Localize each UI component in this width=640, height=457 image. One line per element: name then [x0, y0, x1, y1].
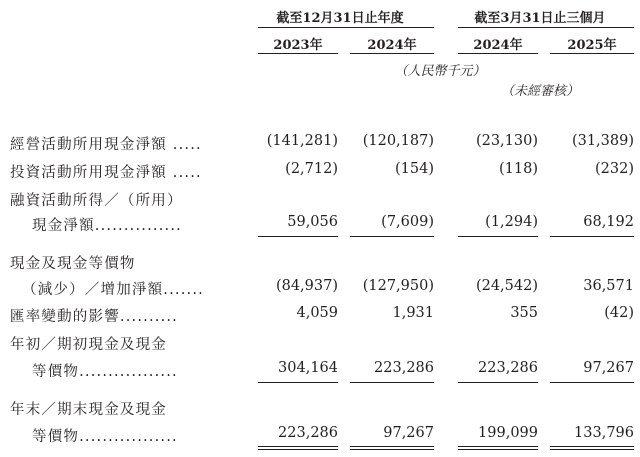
row-label-financing-line1: 融資活動所得／（所用） [10, 193, 183, 209]
total-double-rule-3a [458, 446, 538, 447]
header-group-three-months: 截至3月31日止三個月 [474, 11, 606, 26]
subtotal-rule-2 [350, 236, 434, 237]
cell-closing-2024q1: 199,099 [478, 425, 538, 441]
cell-net-change-2023: (84,937) [275, 278, 338, 294]
row-label-opening-cash-line1: 年初／期初現金及現金 [10, 337, 167, 353]
header-year-rule-3 [458, 53, 538, 54]
cell-fx-2024q1: 355 [510, 305, 538, 321]
opening-rule-2 [350, 382, 434, 383]
cell-net-change-2024q1: (24,542) [475, 278, 538, 294]
header-year-2023: 2023年 [273, 38, 323, 53]
cell-operating-2024q1: (23,130) [475, 133, 538, 149]
row-label-financing-line2: 現金淨額............... [32, 218, 182, 234]
header-year-2024-q1: 2024年 [473, 38, 523, 53]
cell-opening-2024q1: 223,286 [478, 360, 538, 376]
total-double-rule-2b [350, 449, 434, 450]
cell-opening-2025q1: 97,267 [583, 360, 634, 376]
row-label-fx-effect: 匯率變動的影響.......... [10, 309, 178, 325]
cell-fx-2023: 4,059 [296, 305, 338, 321]
total-double-rule-3b [458, 449, 538, 450]
cell-operating-2023: (141,281) [266, 133, 338, 149]
row-label-closing-cash-line2: 等價物................. [32, 429, 178, 445]
subtotal-rule-4 [550, 236, 634, 237]
total-double-rule-1b [258, 449, 338, 450]
cell-closing-2025q1: 133,796 [574, 425, 634, 441]
cell-fx-2025q1: (42) [604, 305, 634, 321]
row-label-investing: 投資活動所用現金淨額 ..... [10, 165, 202, 181]
opening-rule-1 [258, 382, 338, 383]
row-label-closing-cash-line1: 年末／期末現金及現金 [10, 402, 167, 418]
cell-fx-2024: 1,931 [392, 305, 434, 321]
header-year-rule-1 [258, 53, 338, 54]
header-year-2024: 2024年 [367, 38, 417, 53]
cell-financing-2024q1: (1,294) [485, 214, 538, 230]
cell-operating-2024: (120,187) [362, 133, 434, 149]
header-group-year-ended: 截至12月31日止年度 [276, 11, 404, 26]
row-label-net-change-line1: 現金及現金等價物 [10, 256, 136, 272]
row-label-opening-cash-line2: 等價物................. [32, 364, 178, 380]
total-double-rule-4a [550, 446, 634, 447]
row-label-operating: 經營活動所用現金淨額 ..... [10, 137, 202, 153]
cell-operating-2025q1: (31,389) [571, 133, 634, 149]
opening-rule-3 [458, 382, 538, 383]
header-year-rule-4 [550, 53, 634, 54]
unaudited-note: （未經審核） [500, 84, 579, 99]
cell-opening-2023: 304,164 [278, 360, 338, 376]
total-double-rule-2a [350, 446, 434, 447]
subtotal-rule-1 [258, 236, 338, 237]
header-group2-rule [458, 27, 634, 28]
total-double-rule-1a [258, 446, 338, 447]
cell-opening-2024: 223,286 [374, 360, 434, 376]
cell-investing-2024: (154) [395, 161, 434, 177]
header-group1-rule [258, 27, 434, 28]
cell-net-change-2025q1: 36,571 [583, 278, 634, 294]
header-year-rule-2 [350, 53, 434, 54]
opening-rule-4 [550, 382, 634, 383]
cell-financing-2024: (7,609) [381, 214, 434, 230]
unit-note: （人民幣千元） [394, 64, 486, 79]
row-label-net-change-line2: （減少）／增加淨額....... [22, 282, 204, 298]
cell-financing-2025q1: 68,192 [583, 214, 634, 230]
cell-financing-2023: 59,056 [287, 214, 338, 230]
cell-investing-2024q1: (118) [499, 161, 538, 177]
cell-closing-2023: 223,286 [278, 425, 338, 441]
cell-investing-2023: (2,712) [285, 161, 338, 177]
cell-investing-2025q1: (232) [595, 161, 634, 177]
cell-closing-2024: 97,267 [383, 425, 434, 441]
subtotal-rule-3 [458, 236, 538, 237]
cell-net-change-2024: (127,950) [362, 278, 434, 294]
total-double-rule-4b [550, 449, 634, 450]
header-year-2025-q1: 2025年 [567, 38, 617, 53]
